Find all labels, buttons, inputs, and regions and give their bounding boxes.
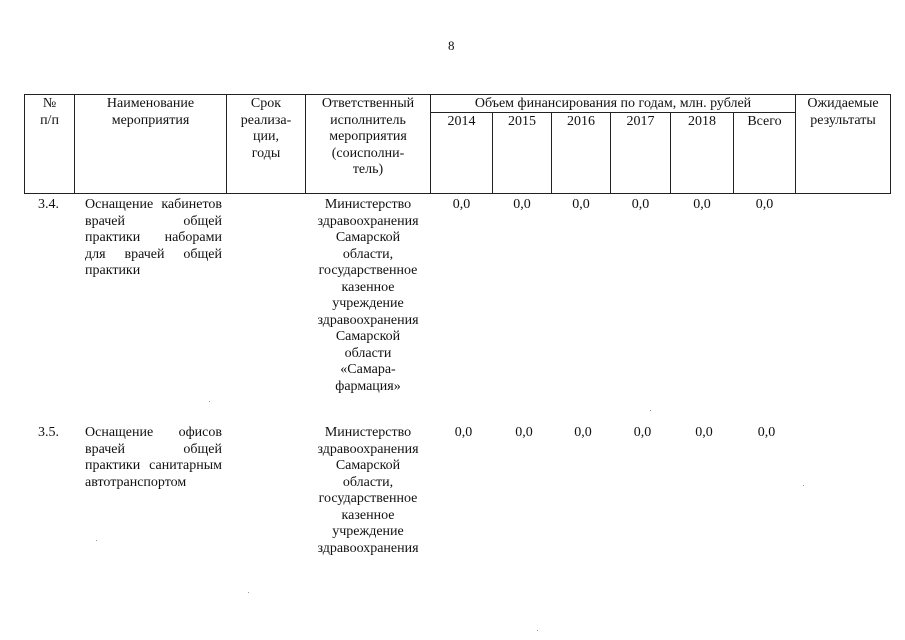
- header-num: № п/п: [40, 96, 59, 128]
- header-name: Наименование мероприятия: [106, 96, 195, 128]
- header-results: Ожидаемые результаты: [807, 96, 879, 128]
- row-value-2014: 0,0: [452, 197, 471, 212]
- header-year-2014: 2014: [447, 114, 476, 129]
- page-number: 8: [448, 38, 455, 53]
- row-value-2016: 0,0: [574, 425, 592, 440]
- row-name: Оснащение кабинетов врачей общей практики наборами для врачей общей практики: [85, 197, 222, 278]
- row-value-2018: 0,0: [695, 425, 713, 440]
- row-value-2014: 0,0: [454, 425, 473, 440]
- header-year-2018: 2018: [688, 114, 716, 129]
- row-value-2015: 0,0: [515, 425, 533, 440]
- row-number: 3.4.: [38, 197, 59, 212]
- row-executor: Министерство здравоохранения Самарской области, государственное казенное учреждение здравоохранения Самарской области «Самара- фармация»: [317, 197, 419, 394]
- header-term: Срок реализа- ции, годы: [240, 96, 292, 161]
- row-value-2016: 0,0: [572, 197, 590, 212]
- row-executor: Министерство здравоохранения Самарской области, государственное казенное учреждение здравоохранения: [317, 425, 419, 556]
- header-funding: Объем финансирования по годам, млн. рублей: [474, 96, 752, 111]
- row-value-total: 0,0: [755, 197, 774, 212]
- row-value-2017: 0,0: [631, 197, 650, 212]
- header-year-2017: 2017: [626, 114, 655, 129]
- row-value-2018: 0,0: [693, 197, 711, 212]
- header-executor: Ответственный исполнитель мероприятия (соисполни- тель): [321, 96, 415, 177]
- row-number: 3.5.: [38, 425, 59, 440]
- header-year-2015: 2015: [508, 114, 536, 129]
- row-value-2017: 0,0: [633, 425, 652, 440]
- row-value-total: 0,0: [757, 425, 776, 440]
- header-total: Всего: [747, 114, 782, 129]
- header-year-2016: 2016: [567, 114, 595, 129]
- row-value-2015: 0,0: [513, 197, 531, 212]
- row-name: Оснащение офисов врачей общей практики санитарным автотранспортом: [85, 425, 222, 490]
